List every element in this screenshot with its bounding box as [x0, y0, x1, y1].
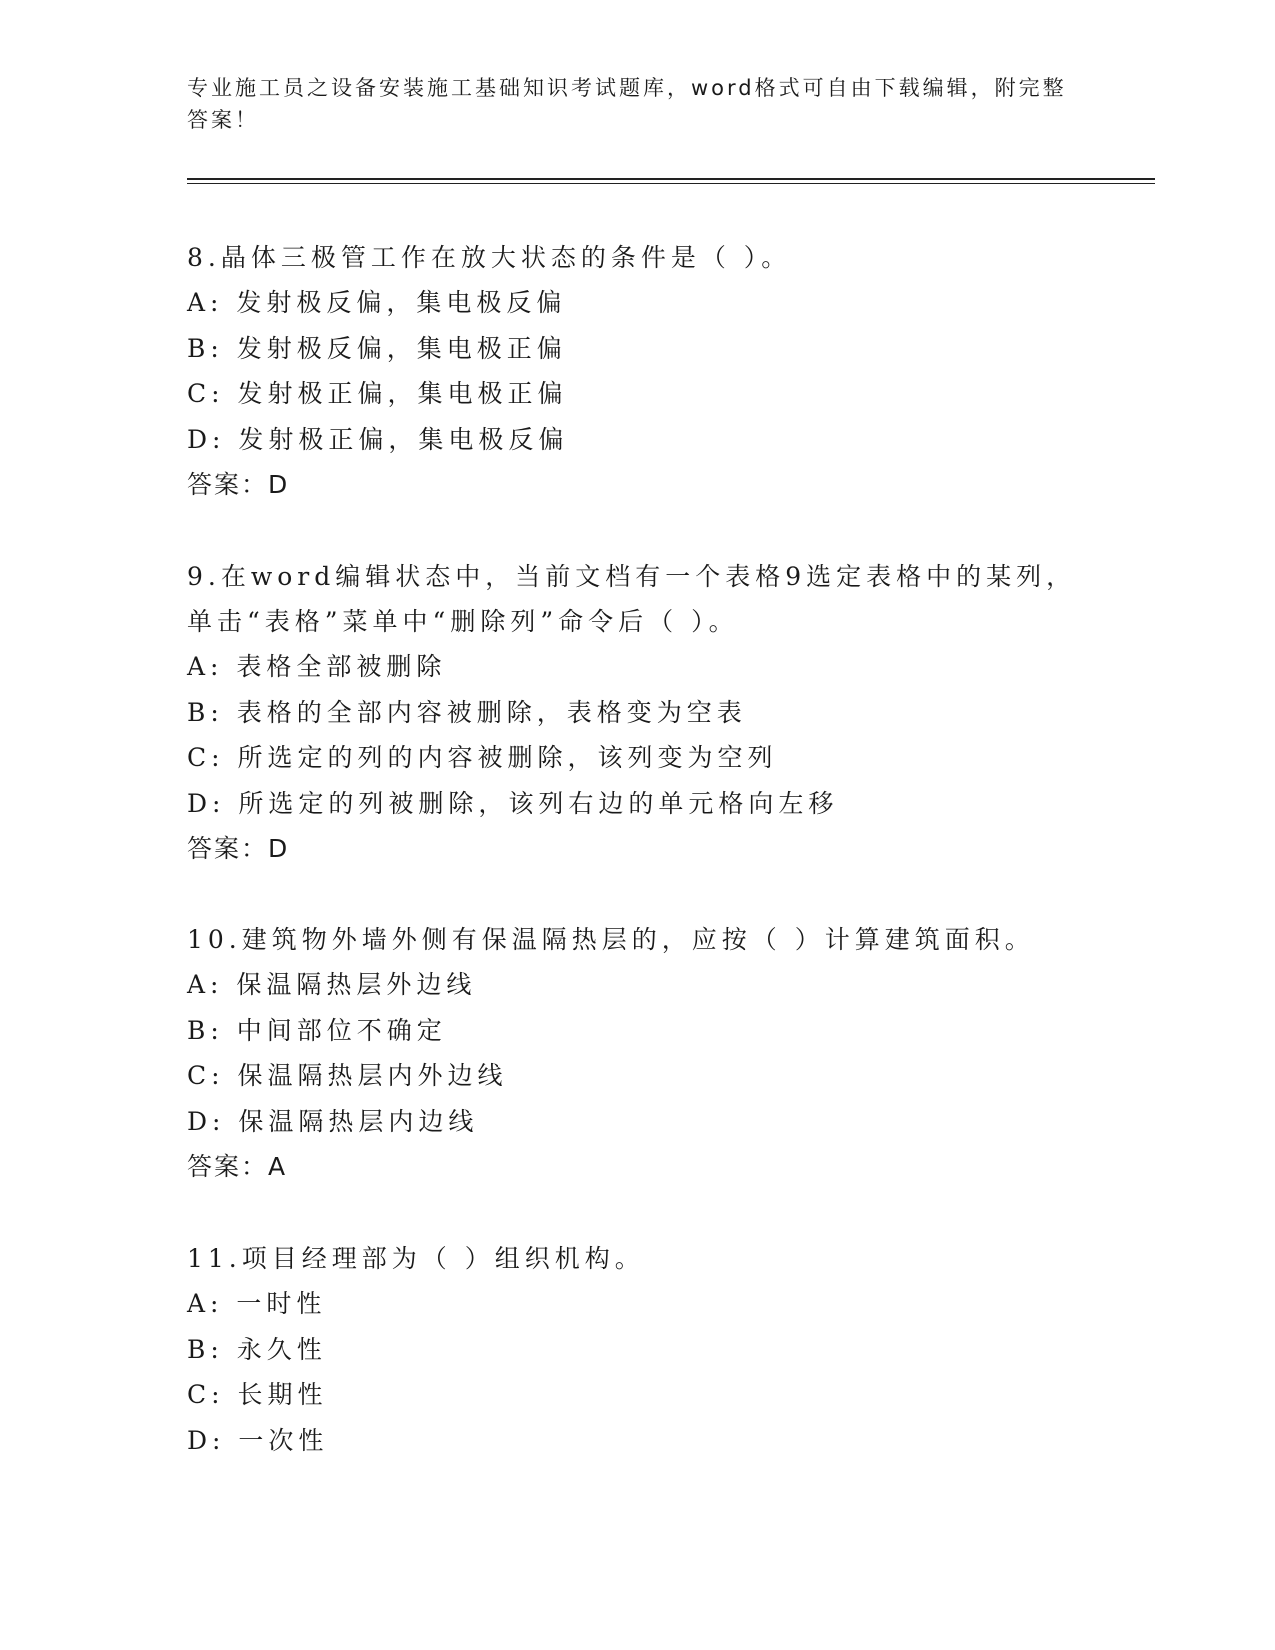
answer: 答案：D [187, 834, 290, 863]
option-c: C: 长期性 [187, 1380, 328, 1409]
question-9 [187, 554, 1087, 871]
option-b: B: 表格的全部内容被删除，表格变为空表 [187, 697, 747, 727]
option-b: B: 中间部位不确定 [187, 1015, 447, 1045]
option-d: D: 保温隔热层内边线 [187, 1106, 479, 1136]
question-11 [187, 1236, 1087, 1463]
option-c: C: 所选定的列的内容被删除，该列变为空列 [187, 743, 778, 772]
answer: 答案：D [187, 470, 290, 499]
option-d: D: 发射极正偏，集电极反偏 [187, 424, 569, 454]
option-a: A: 一时性 [187, 1289, 327, 1318]
question-stem: 10.建筑物外墙外侧有保温隔热层的，应按（ ）计算建筑面积。 [187, 925, 1035, 954]
option-a: A: 发射极反偏，集电极反偏 [187, 288, 567, 317]
option-c: C: 发射极正偏，集电极正偏 [187, 379, 568, 408]
question-stem: 11.项目经理部为（ ）组织机构。 [187, 1244, 645, 1273]
question-stem: 8.晶体三极管工作在放大状态的条件是（ ）。 [187, 243, 792, 272]
option-d: D: 一次性 [187, 1425, 329, 1455]
question-10 [187, 917, 1087, 1189]
answer: 答案：A [187, 1152, 288, 1181]
header-divider-thin [187, 183, 1155, 184]
header-divider [187, 178, 1155, 180]
question-stem: 9.在word编辑状态中，当前文档有一个表格9选定表格中的某列，单击“表格”菜单中“删除列”命令后（ ）。 [187, 562, 1077, 636]
option-d: D: 所选定的列被删除，该列右边的单元格向左移 [187, 788, 839, 818]
option-a: A: 表格全部被删除 [187, 652, 447, 681]
question-8 [187, 235, 1087, 507]
option-b: B: 永久性 [187, 1334, 327, 1364]
document-header: 专业施工员之设备安装施工基础知识考试题库，word格式可自由下载编辑，附完整答案！ [187, 76, 1067, 132]
option-b: B: 发射极反偏，集电极正偏 [187, 333, 567, 363]
option-a: A: 保温隔热层外边线 [187, 970, 477, 999]
option-c: C: 保温隔热层内外边线 [187, 1061, 508, 1090]
